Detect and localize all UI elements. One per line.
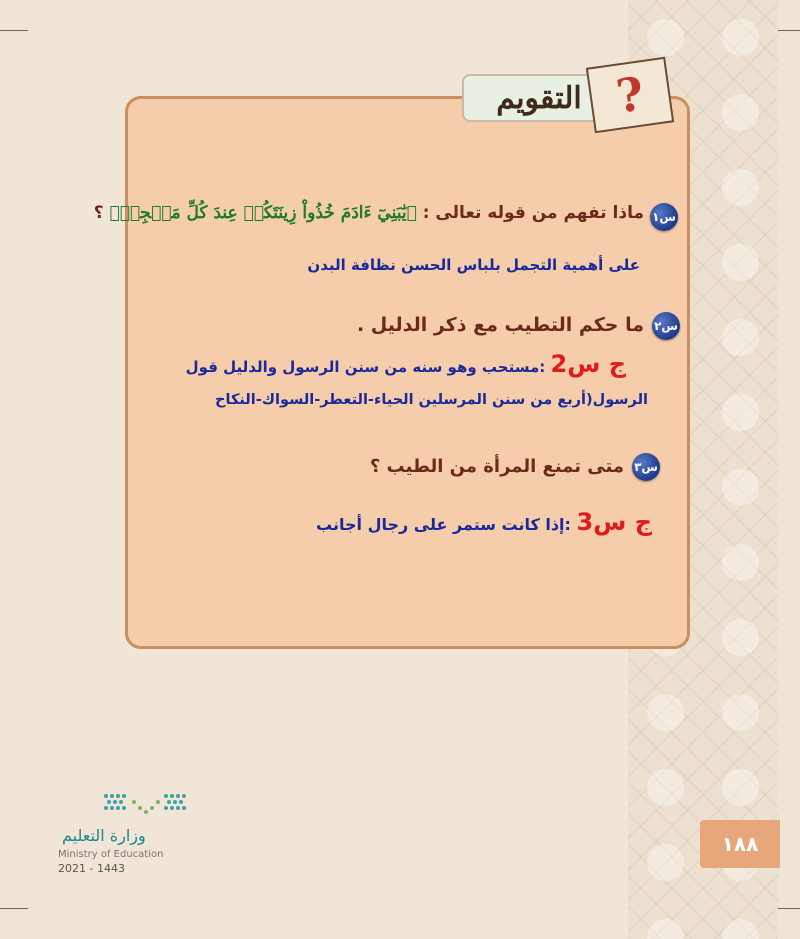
ministry-logo-icon <box>100 788 192 824</box>
answer-3-text: :إذا كانت ستمر على رجال أجانب <box>316 515 571 534</box>
question-3: متى تمنع المرأة من الطيب ؟ <box>369 456 624 477</box>
section-title-badge <box>462 62 682 126</box>
answer-3 <box>316 508 652 536</box>
question-1-suffix: ؟ <box>93 203 104 223</box>
answer-2-label: ج س2 <box>550 350 626 378</box>
question-3-number-icon: س٣ <box>632 453 660 481</box>
ministry-name-arabic: وزارة التعليم <box>62 826 146 845</box>
question-2: ما حكم التطيب مع ذكر الدليل . <box>356 314 644 336</box>
question-1-number-icon: س١ <box>650 203 678 231</box>
ministry-name-english: Ministry of Education <box>58 849 164 860</box>
quran-verse: ﴿يَٰبَنِيٓ ءَادَمَ خُذُواْ زِينَتَكُمۡ عِندَ كُلِّ مَسۡجِدٖ﴾ <box>109 203 417 223</box>
edition-years: 2021 - 1443 <box>58 862 125 875</box>
question-mark-icon: ? <box>586 57 674 133</box>
crop-mark <box>0 30 28 31</box>
answer-2-line-2: الرسول(أربع من سنن المرسلين الحياء-التعطر-السواك-النكاح <box>215 392 648 408</box>
question-2-number-icon: س٢ <box>652 312 680 340</box>
answer-1: على أهمية التجمل بلباس الحسن نظافة البدن <box>307 256 640 274</box>
answer-3-label: ج س3 <box>576 508 652 536</box>
question-1-prefix: ماذا تفهم من قوله تعالى : <box>422 203 644 223</box>
answer-2-text: :مستحب وهو سنه من سنن الرسول والدليل قول <box>185 358 546 376</box>
crop-mark <box>0 908 28 909</box>
section-title: التقويم <box>496 80 582 116</box>
question-1 <box>94 203 644 223</box>
page-number: ١٨٨ <box>700 820 780 868</box>
answer-2-line-1 <box>186 350 626 378</box>
